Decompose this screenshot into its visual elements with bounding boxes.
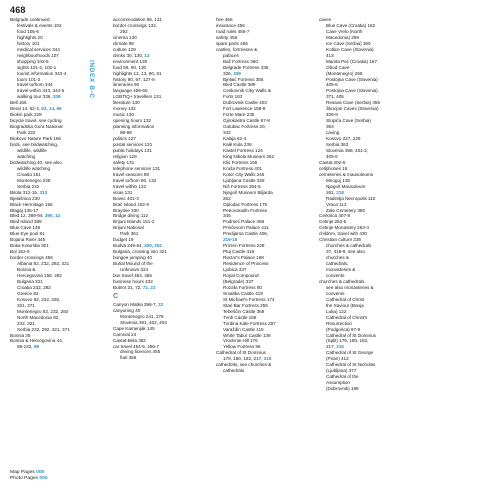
index-entry-highlight-page: 339 <box>233 70 241 76</box>
index-entry-text: Postojna Cave (Slovenia) <box>326 88 378 94</box>
index-entry-text: Bol 152-9 <box>10 249 30 255</box>
index-entry-text: Ice Cave (Serbia) 360 <box>326 40 371 46</box>
index-entry-text: caves <box>319 17 331 22</box>
index-entry-text: Bovec 401-3 <box>113 195 139 201</box>
index-entry-text: wildlife, wildlife <box>17 147 47 153</box>
index-entry-text: bungee jumping 40 <box>113 255 153 261</box>
index-entry-text: monasteries & <box>326 267 356 273</box>
index-entry-highlight-page: 13 <box>144 52 150 58</box>
index-entry-text: Gjirokastra Castle 67-8 <box>223 118 270 124</box>
index-entry-text: itineraries 90 <box>113 82 140 88</box>
index-entry-text: history 90, 97, 127-9 <box>113 76 155 82</box>
index-entry-text: convents <box>326 290 345 296</box>
index-entry-text: 98-99 <box>120 130 132 136</box>
index-entry-text: Bled Castle 389 <box>223 82 256 88</box>
index-entry-text: 262 <box>223 195 231 201</box>
index-entry-highlight-page: 63, 14, 65 <box>41 106 62 112</box>
index-entry-text: Bled 12, 389-94, <box>10 213 45 219</box>
index-entry-highlight-page: 339 <box>52 94 61 100</box>
index-entry-text: Braytine 330 <box>113 207 139 213</box>
index-entry-text: (Piran) 412 <box>326 356 349 362</box>
index-entry-text: Blue Eye pool 81 <box>10 231 45 237</box>
index-entry-text: Cathedral of Christ <box>326 296 365 302</box>
index-entry-text: Bosnia & Hercegovina 44, <box>10 338 63 344</box>
index-entry-text: budget 19 <box>113 237 134 243</box>
index-entry-text: Cerknica 407-8 <box>319 213 351 219</box>
index-entry-text: Croatia 151 <box>17 171 41 177</box>
index-entry-text: sights 101-2, 102-1 <box>17 64 57 70</box>
index-entry-text: Ptuj Castle 419 <box>223 249 255 255</box>
index-entry-text: accommodation 56, 131 <box>113 17 162 22</box>
index-entry-text: Montenegro 241, 276 <box>120 313 164 319</box>
index-entry-text: Resurrection <box>326 320 352 326</box>
index-entry-text: Hercegovina 158, 292 <box>17 272 62 278</box>
index-column-3 <box>216 17 288 374</box>
index-entry-text: Cave Vrelo (North <box>326 28 363 34</box>
index-entry-text: White Tabor Castle 139 <box>223 332 271 338</box>
index-entry-text: environment 130 <box>113 58 148 64</box>
index-entry-text: Ljubljana Castle 329 <box>223 177 265 183</box>
index-entry-text: business hours 432 <box>113 278 153 284</box>
index-entry-text: travel to/from 90, 132 <box>113 177 157 183</box>
index-entry-text: Smaltka Castle 419 <box>223 290 263 296</box>
index-entry-text: Kastel Fortress 124 <box>223 147 263 153</box>
index-entry-text: Bjelaić Fortress 355 <box>223 76 264 82</box>
index-entry-text: border crossings 132, <box>113 22 158 28</box>
index-entry-text: the Saviour (Banja <box>326 302 364 308</box>
index-entry-text: Belgrade continued <box>10 17 50 22</box>
index-entry-highlight-page: 216-16 <box>223 237 238 243</box>
index-subentry <box>113 355 185 361</box>
index-entry-text: safety 456 <box>216 34 238 40</box>
index-entry-text: cemeteries & mausoleums <box>319 171 374 177</box>
index-entry-continuation <box>319 386 391 392</box>
index-entry-text: 413 <box>326 52 334 58</box>
index-entry-text: food 59, 90, 130 <box>113 64 147 70</box>
index-entry-text: 37, 418-9, see also <box>326 249 365 255</box>
index-entry-text: caving <box>326 130 340 136</box>
index-entry-text: Kalaja 62-4 <box>223 136 247 142</box>
index-entry-text: Klis Fortress 165 <box>223 159 258 165</box>
index-entry-text: Carnival 24 <box>113 331 137 337</box>
index-entry-text: castles, fortresses & <box>216 46 258 52</box>
index-entry-text: Škocjan Caves (Slovenia) <box>326 106 379 112</box>
index-entry-text: Bell 156 <box>10 100 27 106</box>
index-column-2 <box>113 17 185 361</box>
page-footer <box>10 470 48 483</box>
index-entry-text: Manita Peć (Croatia) 167 <box>326 58 377 64</box>
index-entry-text: 179, 180, 182, 217, <box>223 356 264 362</box>
index-entry-text: Ceskovnik Citiy Walls & <box>223 88 271 94</box>
index-entry-text: Tvrdi Castle 159 <box>223 314 257 320</box>
index-entry-text: Boka Kotorska 301 <box>10 243 49 249</box>
index-entry-text: climate 98 <box>113 40 134 46</box>
index-entry-text: Cathedral of Christ's <box>326 314 368 320</box>
index-entry-text: Bojana River 445 <box>10 237 46 243</box>
index-entry-text: Blagaj 136-17 <box>10 207 39 213</box>
index-entry-text: watching <box>17 153 36 159</box>
index-entry-text: Cathedral of St George <box>326 350 374 356</box>
index-entry-text: Croatia 232, 292 <box>17 284 51 290</box>
index-entry-text: churches & <box>326 255 349 261</box>
index-entry-text: 405-6 <box>326 153 338 159</box>
index-entry-text: Brijuni National <box>113 225 144 231</box>
index-entry-text: hire 456 <box>216 17 233 22</box>
index-entry-text: travel within 343, 344-5 <box>17 88 65 94</box>
index-entry <box>113 285 185 291</box>
index-entry-text: North Macedonia 82, <box>17 314 60 320</box>
index-entry-text: (Dubrovnik) 198 <box>326 386 359 392</box>
index-entry-text: Brijuni Islands 151-2 <box>113 219 155 225</box>
index-entry-text: Zale Cemetery 380 <box>326 207 366 213</box>
index-entry-text: Slovenia 391, 402, 404 <box>120 319 167 325</box>
index-entry-text: bus travel 454, 455 <box>113 272 152 278</box>
index-entry-text: Bitola 312-15, <box>10 189 40 195</box>
footer-photo-pages <box>10 476 48 482</box>
index-entry-text: 371, 405 <box>326 94 344 100</box>
index-entry-text: Brač Island 152-9 <box>113 201 149 207</box>
index-entry-text: Serbia 232 <box>17 183 40 189</box>
index-entry-text: tours 101-2 <box>17 76 41 82</box>
index-entry-text: Varaždin Castle 115 <box>223 326 264 332</box>
index-entry-text: cellphones 18 <box>319 165 348 171</box>
index-entry-text: music 130 <box>113 112 134 118</box>
index-entry-text: 408-9 <box>326 112 338 118</box>
index-entry-text: LGBTIQ+ travellers 131 <box>113 94 162 100</box>
index-entry-text: Cathedral of St Nicholas <box>326 362 376 368</box>
index-entry-text: Blue Cave (Croatia) 182 <box>326 22 376 28</box>
index-entry-text: churches & cathedrals, <box>319 278 366 284</box>
index-entry-text: Forte Mare 235 <box>223 112 255 118</box>
index-entry-text: (Split) 179, 180, 182, <box>326 338 369 344</box>
index-entry-text: Postojna Cave (Slovenia) <box>326 76 378 82</box>
index-entry-text: postal services 131 <box>113 142 153 148</box>
index-entry-text: Serbia 232, 292, 321, 371 <box>17 326 70 332</box>
index-entry-text: festivals & events 102 <box>17 22 62 28</box>
index-entry-text: Oplodac Fortress 175 <box>223 201 268 207</box>
index-entry-text: 353 <box>326 124 334 130</box>
index-entry-text: driving licences 455 <box>120 349 161 355</box>
index-entry-text: public holidays 131 <box>113 147 152 153</box>
index-entry-text: Burial Mound of the <box>113 261 153 267</box>
index-column-4 <box>319 17 391 392</box>
section-thumb-tab <box>0 52 9 122</box>
index-entry-text: Park 222 <box>17 130 36 136</box>
index-entry-text: cathedrals, see churches & <box>216 362 272 368</box>
index-entry-text: Dubrovnik Castle 403 <box>223 100 267 106</box>
index-entry-text: cathedrals <box>223 368 245 374</box>
index-entry-text: Cetinje 262-5 <box>319 219 347 225</box>
index-entry-text: Tebeščin Castle 368 <box>223 308 265 314</box>
index-entry-text: Kosovo 227, 229 <box>326 136 361 142</box>
index-entry-highlight-page: 98 <box>33 344 39 350</box>
index-entry-text: King Nikola Museum 262 <box>223 153 275 159</box>
index-entry-text: Mirogoj 135 <box>326 177 350 183</box>
index-entry-text: Greece 82 <box>17 290 39 296</box>
index-entry-text: Tvrdina Kale Fortress 297 <box>223 320 276 326</box>
index-entry-text: planning information <box>113 124 155 130</box>
index-entry-text: culture 129 <box>113 46 136 52</box>
index-entry-text: Canyon Matka 296-7, <box>113 301 159 307</box>
index-entry-text: palaces <box>223 52 239 58</box>
index-entry-text: Njegoš Museum Biljarda <box>223 189 273 195</box>
index-entry-text: Resava Cave (Serbia) 366 <box>326 100 381 106</box>
index-entry-text: (Belgrade) 337 <box>223 278 254 284</box>
index-entry-text: Ljubica 337 <box>223 267 247 273</box>
index-entry-text: Unknown 224 <box>120 267 149 273</box>
index-entry-text: (Montenegro) 266 <box>326 70 363 76</box>
index-entry-highlight-page: 218 <box>336 189 344 195</box>
index-entry-text: 292 <box>120 28 128 34</box>
index-entry-text: Kruša Fortress 401 <box>223 165 262 171</box>
index-entry-text: food 105-6 <box>17 28 39 34</box>
index-entry-text: Yellow Fortress 96 <box>223 344 261 350</box>
index-entry-text: Rozafa Fortress 80 <box>223 284 262 290</box>
index-entry-text: Black Hermitage 156 <box>10 201 53 207</box>
index-entry-text: Kalë Kula 239 <box>223 142 252 148</box>
index-entry-text: Kotor City Walls 246 <box>223 171 265 177</box>
index-entry-text: Bridge diving 112 <box>113 213 149 219</box>
index-entry-text: convents <box>326 272 345 278</box>
index-entry-text: (Podgorica) 97-9 <box>326 326 361 332</box>
index-entry-highlight-page: 250, 252 <box>144 243 162 249</box>
index-entry-text: Prinčevom Palace 411 <box>223 225 269 231</box>
index-entry-highlight-page: 313 <box>39 189 48 195</box>
index-entry-text: 405-6 <box>326 82 338 88</box>
index-entry-text: fuel 456 <box>120 355 137 361</box>
index-entry-text: cathedrals, <box>326 261 349 267</box>
index-entry-text: Obod Cave <box>326 64 350 70</box>
index-column-1 <box>10 17 82 350</box>
index-entry-text: money 132 <box>113 106 136 112</box>
index-entry-text: Cape Kamenjak 145 <box>113 325 155 331</box>
index-entry-text: 232, 321 <box>17 320 35 326</box>
index-entry-text: politics 127 <box>113 136 136 142</box>
index-entry-text: 98-132, <box>17 344 34 350</box>
index-entry-text: travel to/from 344 <box>17 82 53 88</box>
index-entry-text: Podmeć Palace 368 <box>223 219 265 225</box>
index-entry-text: Bulgaria, crossing into 321 <box>113 249 167 255</box>
index-entry-text: Macedonia) 298 <box>326 34 359 40</box>
index-entry-text: language 459-60 <box>113 88 148 94</box>
index-entry-text: Luka) 122 <box>326 308 347 314</box>
index-entry-text: 336, <box>223 70 234 76</box>
index-entry-text: Christian culture 235 <box>319 237 361 243</box>
index-entry-text: Biokovo Nature Park 166 <box>10 136 61 142</box>
photo-pages-value: 000 <box>39 476 48 482</box>
index-entry-text: 261, <box>326 189 337 195</box>
index-entry-text: Cathedral of the <box>326 374 359 380</box>
index-entry-text: Cavtat 202-6 <box>319 159 346 165</box>
index-entry-highlight-page: 216 <box>263 356 272 362</box>
index-entry-text: Kosovo 82, 232, 292, <box>17 296 61 302</box>
photo-pages-label: Photo Pages <box>10 476 39 482</box>
index-entry-text: Assumption <box>326 380 350 386</box>
index-entry-text: Slovenia 398, 401-2, <box>326 147 369 153</box>
index-entry-text: birdwatching 40, see also <box>10 159 62 165</box>
index-entry-text: history 101 <box>17 40 40 46</box>
index-entry-text: Vrodnnie Hill 176 <box>223 338 258 344</box>
index-entry-continuation <box>216 368 288 374</box>
index-entry-highlight-page: 216 <box>336 344 344 350</box>
index-entry-text: drinks 30, 130, <box>113 52 145 58</box>
map-pages-value: 000 <box>36 470 45 475</box>
index-entry-text: car travel 454-5, 456-7 <box>113 343 160 349</box>
index-entry-text: Petrovaradin Fortress <box>223 207 268 213</box>
index-entry-text: literature 130 <box>113 100 140 106</box>
index-entry-text: Beral 14, 62-4, <box>10 106 42 112</box>
index-entry-text: Stari Bar Fortress 255 <box>223 302 268 308</box>
index-entry-text: Radimlja Necropolis 110 <box>326 195 376 201</box>
index-entry-text: travel seasons 98 <box>113 171 149 177</box>
index-entry-text: canyoning 40 <box>113 307 141 313</box>
page-number: 468 <box>10 5 26 15</box>
index-entry-text: Bosnia 35 <box>10 332 31 338</box>
index-entry-text: safety 131 <box>113 159 135 165</box>
index-entry-text: see also monasteries & <box>326 284 374 290</box>
section-label: INDEX B-C <box>88 60 95 99</box>
index-entry-text: Cathedral of St Domnius <box>326 332 376 338</box>
index-entry-text: visas 131 <box>113 189 133 195</box>
index-entry-text: Bjelašnica 230 <box>10 195 40 201</box>
index-entry-text: Stopića Cave (Serbia) <box>326 118 371 124</box>
index-entry-text: Albania 82, 232, 292, 321 <box>17 261 70 267</box>
index-entry-text: Belgrade Fortress 335, <box>223 64 270 70</box>
index-entry-text: wildlife watching <box>17 165 51 171</box>
index-entry-text: opening hours 132 <box>113 118 151 124</box>
index-entry-text: Predijama Castle 406, <box>223 231 269 237</box>
index-entry-highlight-page: 390, 12 <box>44 213 61 219</box>
index-entry-text: Cathedral of St Domnius <box>216 350 266 356</box>
index-entry-text: telephone services 131 <box>113 165 161 171</box>
index-entry-text: Niš Fortress 364-5 <box>223 183 261 189</box>
index-entry-text: Bulgaria 321 <box>17 278 43 284</box>
index-entry-text: Serbia 363 <box>326 142 349 148</box>
index-entry-text: Bled Island 389 <box>10 219 42 225</box>
index-entry-text: birds, see birdwatching, <box>10 142 59 148</box>
index-entry-text: religion 129 <box>113 153 137 159</box>
index-entry-text: children, travel with 430 <box>319 231 367 237</box>
index-entry-text: Bosnia & <box>17 267 36 273</box>
index-entry-text: Cetinje Monastery 263-4 <box>319 225 369 231</box>
index-entry-text: Cavtat-Bela 382 <box>113 337 146 343</box>
index-entry-text: bicycle travel, see cycling <box>10 118 62 124</box>
index-entry-text: Golubac Fortress 20, <box>223 124 266 130</box>
index-entry-text: churches & cathedrals <box>326 243 372 249</box>
index-entry-text: 345 <box>223 213 231 219</box>
index-entry-text: Rector's Palace 168 <box>223 255 264 261</box>
index-entry-highlight-page: 72, 22 <box>142 284 156 290</box>
index-entry-text: Prizren Fortress 228 <box>223 243 265 249</box>
index-entry-text: Fort Lawrence 158-9 <box>223 106 266 112</box>
index-entry-text: shopping 342-5 <box>17 58 49 64</box>
index-entry-text: Residence of Princess <box>223 261 269 267</box>
index-entry-text: 321, 371 <box>17 302 35 308</box>
index-entry-text: spare parts 456 <box>216 40 248 46</box>
index-entry-text: road rules 456-7 <box>216 28 250 34</box>
index-entry-text: neighbourhoods 107 <box>17 52 59 58</box>
index-entry-text: Blue Cave 149 <box>10 225 41 231</box>
index-entry-text: Royal Compound <box>223 272 259 278</box>
index-entry-text: cinema 130 <box>113 34 137 40</box>
index-entry-text: St Michael's Fortress 174 <box>223 296 275 302</box>
index-entry-text: Forts 163 <box>223 94 243 100</box>
index-entry-text: Montenegro 82, 232, 292 <box>17 308 69 314</box>
index-entry-text: Biogradska Gora National <box>10 124 63 130</box>
index-entry-text: Montenegro 228 <box>17 177 51 183</box>
index-entry-text: Park 361 <box>120 231 139 237</box>
index-entry-text: Kotlice Cave (Slovenia) <box>326 46 374 52</box>
index-entry-text: 342 <box>223 130 231 136</box>
index-entry-highlight-page: 22 <box>158 301 164 307</box>
index-entry-text: Biokin park 229 <box>10 112 42 118</box>
index-entry-continuation <box>10 344 82 350</box>
index-entry-text: 217, <box>326 344 337 350</box>
index-entry-text: highlights 12, 13, 90, 91 <box>113 70 162 76</box>
index-entry-text: Butrint 21, 72, <box>113 284 143 290</box>
index-entry-text: Budva 249-54, <box>113 243 145 249</box>
map-pages-label: Map Pages <box>10 470 35 475</box>
index-entry-text: travel within 132 <box>113 183 147 189</box>
index-letter-heading: C <box>113 292 119 300</box>
index-entry-text: walking tour 336, <box>17 94 53 100</box>
index-entry-text: Vraca 113 <box>326 201 347 207</box>
index-entry-text: insurance 456 <box>216 22 245 28</box>
index-entry-text: tourist information 343-4 <box>17 70 67 76</box>
index-entry-text: Bač Fortress 360 <box>223 58 258 64</box>
index-entry-text: medical services 344 <box>17 46 60 52</box>
index-entry-text: (Ljubljana) 377 <box>326 368 357 374</box>
index-entry-text: highlights 20 <box>17 34 43 40</box>
index-entry-text: Njegoš Mausoleum <box>326 183 366 189</box>
index-entry-text: border crossings 456 <box>10 255 53 261</box>
